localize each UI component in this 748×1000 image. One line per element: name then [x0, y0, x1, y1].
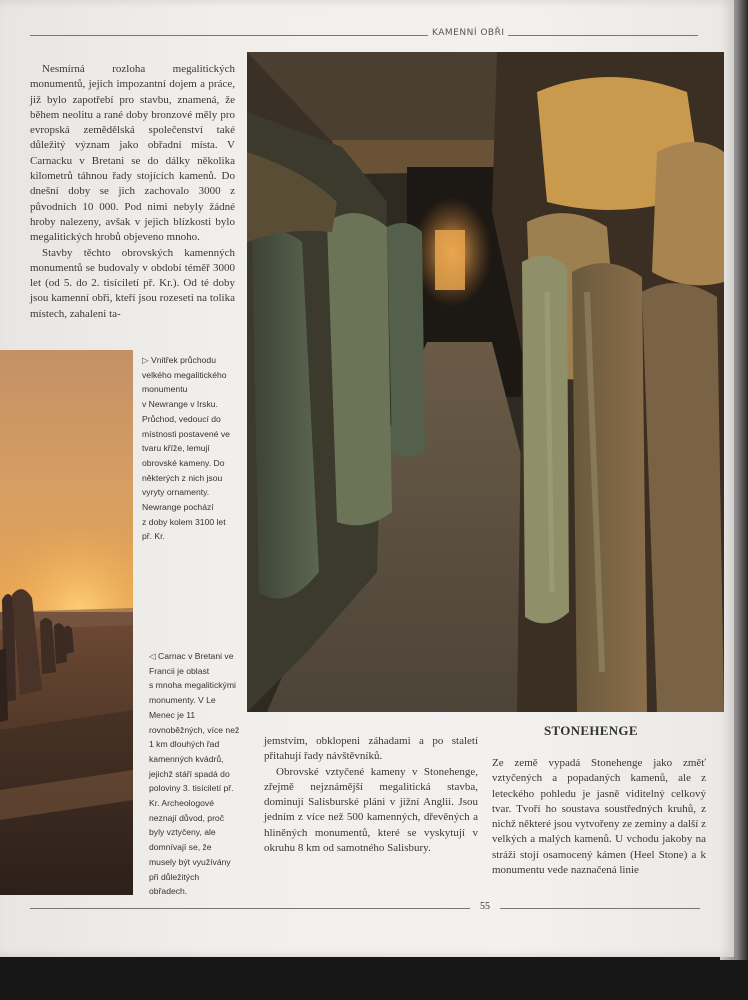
- caption-line: tvaru kříže, lemují: [142, 443, 210, 454]
- caption-line: z doby kolem 3100 let: [142, 516, 226, 527]
- caption-line: obrovské kameny. Do: [142, 457, 225, 468]
- left-column-text: [30, 62, 235, 322]
- footer-rule-left: [30, 908, 470, 909]
- newgrange-scene: [247, 52, 724, 712]
- middle-column-text: [264, 734, 478, 856]
- caption-line: v Newrange v Irsku.: [142, 399, 218, 410]
- caption-line: vyryty ornamenty.: [142, 487, 210, 498]
- caption-line: kamenných kvádrů,: [149, 753, 224, 764]
- paragraph: Ze země vypadá Stonehenge jako změť vztyčených a popadaných kamenů, ale z leteckého pohledu je jasně viditelný celkový tvar. Tvoří ho soustava soustředných kruhů, z nichž některé jsou vytvořeny ze zeminy a další z velkých a malých kamenů. U vchodu jakoby na stráži stojí osamocený kámen (Heel Stone) a k monumentu vede naznačená linie: [492, 757, 706, 877]
- caption-line: neznají důvod, proč: [149, 812, 225, 823]
- caption-line: 1 km dlouhých řad: [149, 739, 220, 750]
- newgrange-caption: [142, 353, 252, 544]
- caption-line: rovnoběžných, více než: [149, 724, 240, 735]
- carnac-scene: [0, 350, 133, 895]
- page-number: 55: [480, 901, 490, 912]
- stonehenge-text: [492, 756, 706, 878]
- header-rule-right: [508, 35, 698, 36]
- header-rule-left: [30, 35, 428, 36]
- caption-line: jejichž stáří spadá do: [149, 768, 230, 779]
- caption-line: Průchod, vedoucí do: [142, 413, 221, 424]
- caption-line: Menec je 11: [149, 709, 196, 720]
- caption-line: při důležitých: [149, 871, 200, 882]
- caption-line: Kr. Archeologové: [149, 798, 214, 809]
- paragraph: jemstvím, obklopeni záhadami a po staletí přitahují řady návštěvníků.: [264, 735, 478, 763]
- caption-line: Carnac v Bretani ve: [158, 651, 234, 661]
- caption-line: Francii je oblast: [149, 665, 210, 676]
- caption-line: obřadech.: [149, 886, 188, 897]
- caption-line: velkého megalitického: [142, 369, 227, 380]
- caption-pointer-right-icon: ▷: [142, 355, 149, 365]
- caption-line: monumenty. V Le: [149, 695, 216, 706]
- caption-line: musely být využívány: [149, 856, 231, 867]
- caption-line: domnívají se, že: [149, 842, 212, 853]
- carnac-caption: [149, 649, 257, 899]
- paragraph: Obrovské vztyčené kameny v Stonehenge, zřejmě nejznámější megalitická stavba, dominují Salisburské pláni v jižní Anglii. Jsou jedním z více než 500 kamenných, dřevěných a hliněných monumentů, které se vyskytují v okruhu 8 km od samotného Salisbury.: [264, 765, 478, 855]
- running-header: KAMENNÍ OBŘI: [432, 28, 505, 38]
- section-heading: STONEHENGE: [544, 723, 638, 738]
- caption-line: byly vztyčeny, ale: [149, 827, 216, 838]
- caption-line: místnosti postavené ve: [142, 428, 230, 439]
- caption-line: s mnoha megalitickými: [149, 680, 236, 691]
- caption-line: monumentu: [142, 384, 188, 395]
- caption-line: Newrange pochází: [142, 502, 214, 513]
- footer-rule-right: [500, 908, 700, 909]
- caption-pointer-left-icon: ◁: [149, 651, 156, 661]
- carnac-standing-stones-photo: [0, 350, 133, 895]
- paragraph: Stavby těchto obrovských kamenných monumentů se budovaly v období téměř 3000 let (od 5. do 2. tisíciletí př. Kr.). Od té doby jsou kamenní obři, kteří jsou rozeseti na tolika místech, zahaleni ta-: [30, 246, 235, 320]
- caption-line: Vnitřek průchodu: [151, 355, 216, 365]
- caption-line: poloviny 3. tisíciletí př.: [149, 783, 234, 794]
- newgrange-passage-photo: [247, 52, 724, 712]
- caption-line: př. Kr.: [142, 531, 165, 542]
- paragraph: Nesmírná rozloha megalitických monumentů, jejich impozantní dojem a práce, již bylo zapotřebí pro stavbu, znamená, že během neolitu a rané doby bronzové měly pro evropská zemědělská společenství také důležitý význam jako obřadní místa. V Carnacku v Bretani se do dálky několika kilometrů táhnou řady stojících kamenů. Do dnešní doby se jich zachovalo 3000 z původních 10 000. Pod nimi nebyly žádné hroby nalezeny, avšak v jejich blízkosti bylo megalitických hrobů objeveno mnoho.: [30, 63, 235, 244]
- caption-line: některých z nich jsou: [142, 472, 223, 483]
